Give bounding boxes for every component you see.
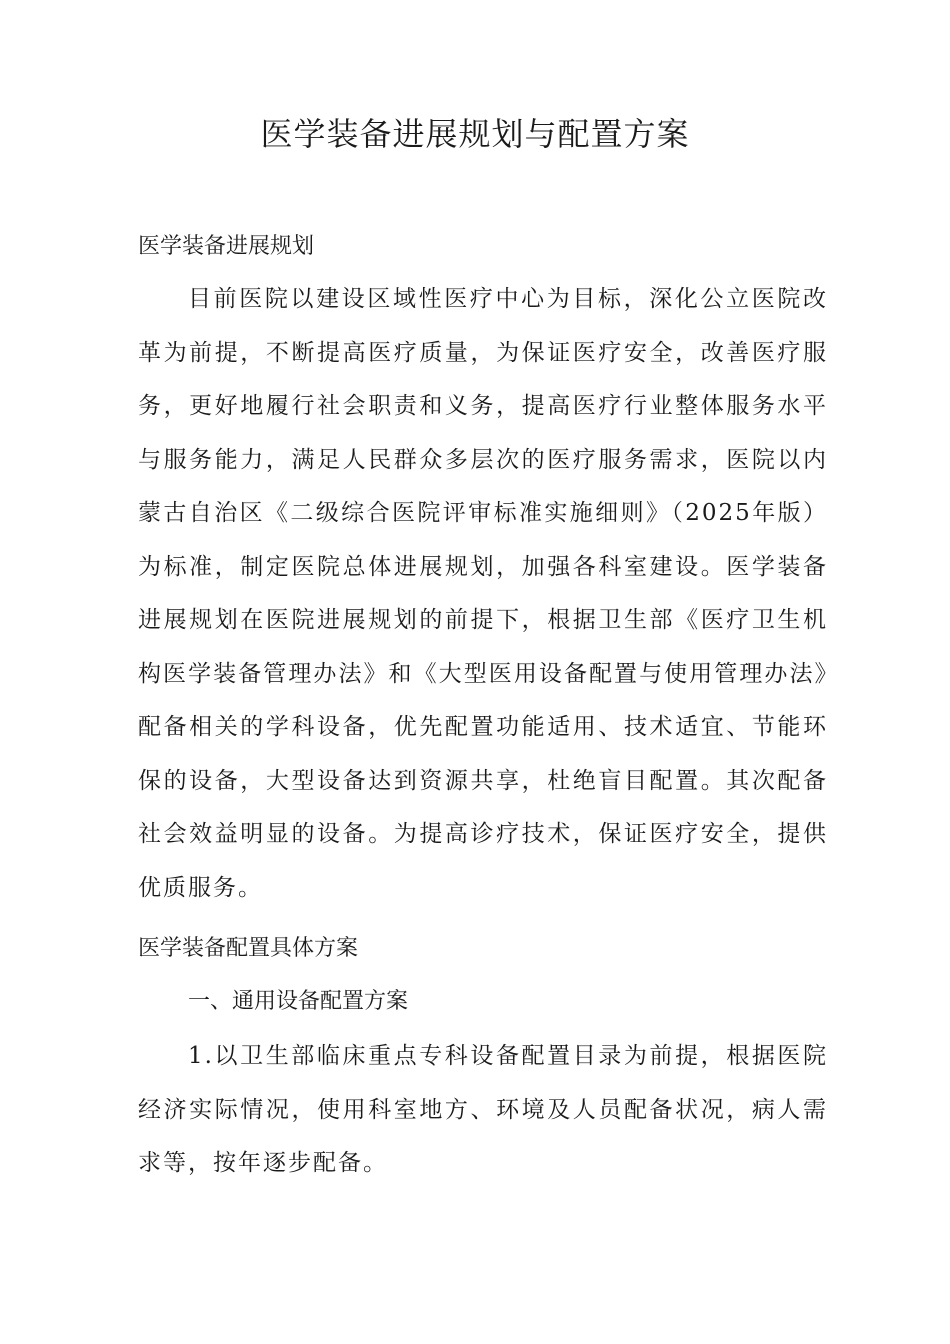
item-paragraph-1: 1.以卫生部临床重点专科设备配置目录为前提，根据医院经济实际情况，使用科室地方、环境及人员配备状况，病人需求等，按年逐步配备。 xyxy=(138,1043,828,1176)
plan-paragraph: 目前医院以建设区域性医疗中心为目标，深化公立医院改革为前提，不断提高医疗质量，为保证医疗安全，改善医疗服务，更好地履行社会职责和义务，提高医疗行业整体服务水平与服务能力，满足人民群众多层次的医疗服务需求，医院以内蒙古自治区《二级综合医院评审标准实施细则》（2025年版）为标准，制定医院总体进展规划，加强各科室建设。医学装备进展规划在医院进展规划的前提下，根据卫生部《医疗卫生机构医学装备管理办法》和《大型医用设备配置与使用管理办法》配备相关的学科设备，优先配置功能适用、技术适宜、节能环保的设备，大型设备达到资源共享，杜绝盲目配置。其次配备社会效益明显的设备。为提高诊疗技术，保证医疗安全，提供优质服务。 xyxy=(138,286,828,901)
section-heading-plan: 医学装备进展规划 xyxy=(138,234,315,259)
document-title: 医学装备进展规划与配置方案 xyxy=(260,115,690,153)
section-heading-config: 医学装备配置具体方案 xyxy=(138,936,359,961)
subsection-heading-general-equipment: 一、通用设备配置方案 xyxy=(188,989,409,1014)
